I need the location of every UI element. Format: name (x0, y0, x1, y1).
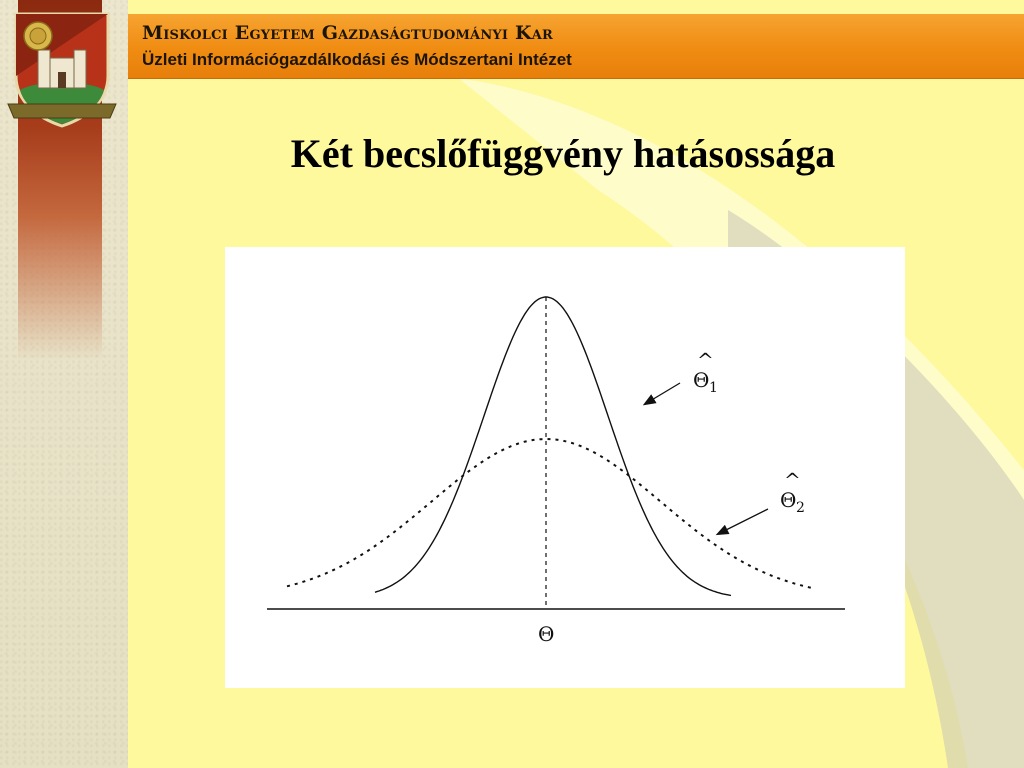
label-estimator-1-hat: ^ (697, 348, 714, 372)
arrow-estimator-1 (645, 383, 680, 404)
curve-estimator-1 (375, 297, 731, 596)
header-bar (128, 14, 1024, 79)
axis-label-theta: Θ (538, 622, 555, 646)
department-name: Üzleti Információgazdálkodási és Módszertani Intézet (142, 50, 572, 69)
label-estimator-1-subscript: 1 (709, 380, 718, 396)
label-estimator-2-symbol: Θ (780, 488, 797, 512)
arrow-estimator-2 (718, 509, 768, 534)
slide-title: Két becslőfüggvény hatásossága (290, 131, 836, 176)
efficiency-figure (225, 247, 905, 688)
label-estimator-2-hat: ^ (784, 468, 801, 492)
university-crest-icon (6, 6, 118, 132)
label-estimator-2 (780, 468, 805, 516)
label-estimator-1 (693, 348, 718, 396)
label-estimator-1-symbol: Θ (693, 368, 710, 392)
institution-name: Miskolci Egyetem Gazdaságtudományi Kar (142, 22, 554, 44)
figure-panel (225, 247, 905, 688)
curve-estimator-2 (287, 439, 811, 588)
label-estimator-2-subscript: 2 (796, 500, 805, 516)
